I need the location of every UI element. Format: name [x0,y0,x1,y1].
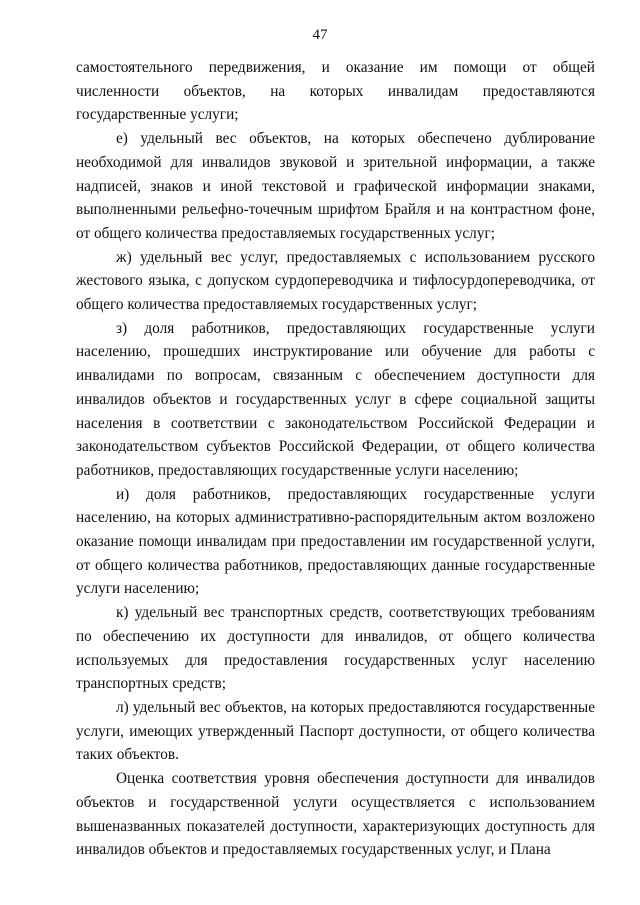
page-number: 47 [312,27,328,43]
paragraph-item-e: е) удельный вес объектов, на которых обеспечено дублирование необходимой для инвалидов звуковой и зрительной информации, а также надписей, знаков и иной текстовой и графической информации знаками, выполненными рельефно-точечным шрифтом Брайля и на контрастном фоне, от общего количества предоставляемых государственных услуг; [76,130,595,242]
paragraph-item-z: з) доля работников, предоставляющих государственные услуги населению, прошедших инструктирование или обучение для работы с инвалидами по вопросам, связанным с обеспечением доступности для инвалидов объектов и государственных услуг в сфере социальной защиты населения в соответствии с законодательством Российской Федерации и законодательством субъектов Российской Федерации, от общего количества работников, предоставляющих государственные услуги населению; [76,319,595,479]
paragraph-item-i: и) доля работников, предоставляющих государственные услуги населению, на которых административно-распорядительным актом возложено оказание помощи инвалидам при предоставлении им государственной услуги, от общего количества работников, предоставляющих данные государственные услуги населению; [76,485,595,598]
paragraph-item-k: к) удельный вес транспортных средств, соответствующих требованиям по обеспечению их доступности для инвалидов, от общего количества используемых для предоставления государственных услуг населению транспортных средств; [76,604,595,693]
document-body [76,56,595,862]
paragraph-item-zh: ж) удельный вес услуг, предоставляемых с использованием русского жестового языка, с допуском сурдопереводчика и тифлосурдопереводчика, от общего количества предоставляемых государственных услуг; [76,248,595,314]
paragraph-continuation: самостоятельного передвижения, и оказание им помощи от общей численности объектов, на которых инвалидам предоставляются государственные услуги; [76,59,595,124]
paragraph-assessment: Оценка соответствия уровня обеспечения доступности для инвалидов объектов и государственной услуги осуществляется с использованием вышеназванных показателей доступности, характеризующих доступность для инвалидов объектов и предоставляемых государственных услуг, и Плана [76,770,595,859]
paragraph-item-l: л) удельный вес объектов, на которых предоставляются государственные услуги, имеющих утвержденный Паспорт доступности, от общего количества таких объектов. [76,698,595,764]
